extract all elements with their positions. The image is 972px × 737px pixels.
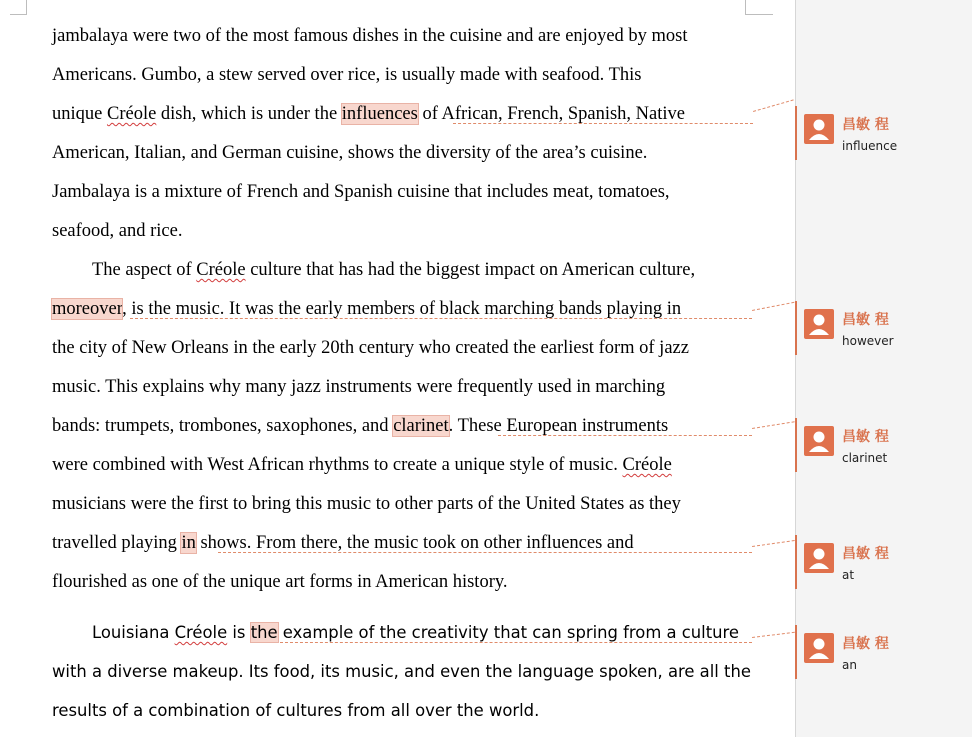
text-line[interactable]	[52, 336, 745, 360]
text-run: bands: trumpets, trombones, saxophones, and	[52, 416, 394, 436]
user-avatar-icon	[804, 543, 834, 573]
spellcheck-word[interactable]: Créole	[196, 260, 246, 280]
text-line[interactable]	[52, 219, 182, 243]
text-run: jambalaya were two of the most famous dishes in the cuisine and are enjoyed by most	[52, 26, 688, 46]
text-run: Louisiana	[92, 623, 175, 642]
spellcheck-word[interactable]: Créole	[106, 104, 157, 124]
text-line[interactable]	[52, 492, 745, 516]
comment-card[interactable]	[795, 106, 972, 160]
comment-anchor-moreover[interactable]: moreover	[52, 299, 123, 319]
comment-leader	[130, 318, 752, 319]
text-run: flourished as one of the unique art forms in American history.	[52, 572, 508, 592]
text-run: music. This explains why many jazz instruments were frequently used in marching	[52, 377, 666, 397]
comment-card[interactable]	[795, 625, 972, 679]
text-run: . These European instruments	[448, 416, 669, 436]
text-line[interactable]	[52, 453, 672, 477]
comment-card[interactable]	[795, 418, 972, 472]
comment-accent-bar	[795, 301, 797, 355]
comment-author: 昌敏 程	[842, 546, 889, 562]
comment-anchor-clarinet[interactable]: clarinet	[393, 416, 449, 436]
spellcheck-word[interactable]: Créole	[622, 455, 672, 475]
comment-card[interactable]	[795, 535, 972, 589]
text-run: , is the music. It was the early members of black marching bands playing in	[122, 299, 682, 319]
comment-text[interactable]: clarinet	[842, 451, 888, 465]
text-run: travelled playing	[52, 533, 182, 553]
text-run: American, Italian, and German cuisine, shows the diversity of the area’s cuisine.	[52, 143, 648, 163]
text-line[interactable]	[52, 660, 751, 684]
text-run: The aspect of	[92, 260, 197, 280]
user-avatar-icon	[804, 426, 834, 456]
text-run: example of the creativity that can spring from a culture	[277, 623, 739, 642]
text-run: Jambalaya is a mixture of French and Spanish cuisine that includes meat, tomatoes,	[52, 182, 670, 202]
text-run: of African, French, Spanish, Native	[417, 104, 685, 124]
text-run: shows. From there, the music took on other influences and	[195, 533, 634, 553]
text-run: unique	[52, 104, 107, 124]
text-run: seafood, and rice.	[52, 221, 183, 241]
comment-anchor-the[interactable]: the	[250, 623, 278, 642]
comment-text[interactable]: however	[842, 334, 894, 348]
crop-mark-right-h	[745, 14, 773, 15]
text-run: musicians were the first to bring this music to other parts of the United States as they	[52, 494, 681, 514]
comment-accent-bar	[795, 106, 797, 160]
text-line[interactable]	[92, 258, 695, 282]
text-run: dish, which is under the	[156, 104, 342, 124]
comment-text[interactable]: an	[842, 658, 857, 672]
comment-text[interactable]: at	[842, 568, 855, 582]
text-run: results of a combination of cultures from all over the world.	[52, 701, 540, 720]
comment-text[interactable]: influence	[842, 139, 898, 153]
comment-leader	[280, 642, 752, 643]
text-line[interactable]	[52, 63, 745, 87]
comment-leader	[453, 123, 753, 124]
comment-accent-bar	[795, 418, 797, 472]
comment-leader	[498, 435, 752, 436]
user-avatar-icon	[804, 633, 834, 663]
text-run: culture that has had the biggest impact on American culture,	[245, 260, 696, 280]
text-run: were combined with West African rhythms to create a unique style of music.	[52, 455, 623, 475]
comment-anchor-in[interactable]: in	[181, 533, 196, 553]
text-run: the city of New Orleans in the early 20th century who created the earliest form of jazz	[52, 338, 689, 358]
comment-card[interactable]	[795, 301, 972, 355]
text-line[interactable]	[52, 24, 745, 48]
user-avatar-icon	[804, 114, 834, 144]
text-run: is	[227, 623, 251, 642]
text-line[interactable]	[52, 180, 745, 204]
text-line[interactable]	[52, 141, 745, 165]
comment-author: 昌敏 程	[842, 429, 889, 445]
text-run: with a diverse makeup. Its food, its music, and even the language spoken, are all the	[52, 662, 751, 681]
crop-mark-right-v	[745, 0, 746, 15]
text-line[interactable]	[52, 570, 508, 594]
text-run: Americans. Gumbo, a stew served over rice, is usually made with seafood. This	[52, 65, 642, 85]
spellcheck-word[interactable]: Créole	[174, 623, 228, 642]
user-avatar-icon	[804, 309, 834, 339]
crop-mark-left-v	[26, 0, 27, 15]
comment-accent-bar	[795, 535, 797, 589]
comment-author: 昌敏 程	[842, 117, 889, 133]
comment-leader	[218, 552, 752, 553]
comment-accent-bar	[795, 625, 797, 679]
crop-mark-left-h	[10, 14, 27, 15]
comment-anchor-influences[interactable]: influences	[341, 104, 418, 124]
text-line[interactable]	[52, 375, 745, 399]
comment-author: 昌敏 程	[842, 312, 889, 328]
text-line[interactable]	[52, 699, 539, 723]
comment-author: 昌敏 程	[842, 636, 889, 652]
